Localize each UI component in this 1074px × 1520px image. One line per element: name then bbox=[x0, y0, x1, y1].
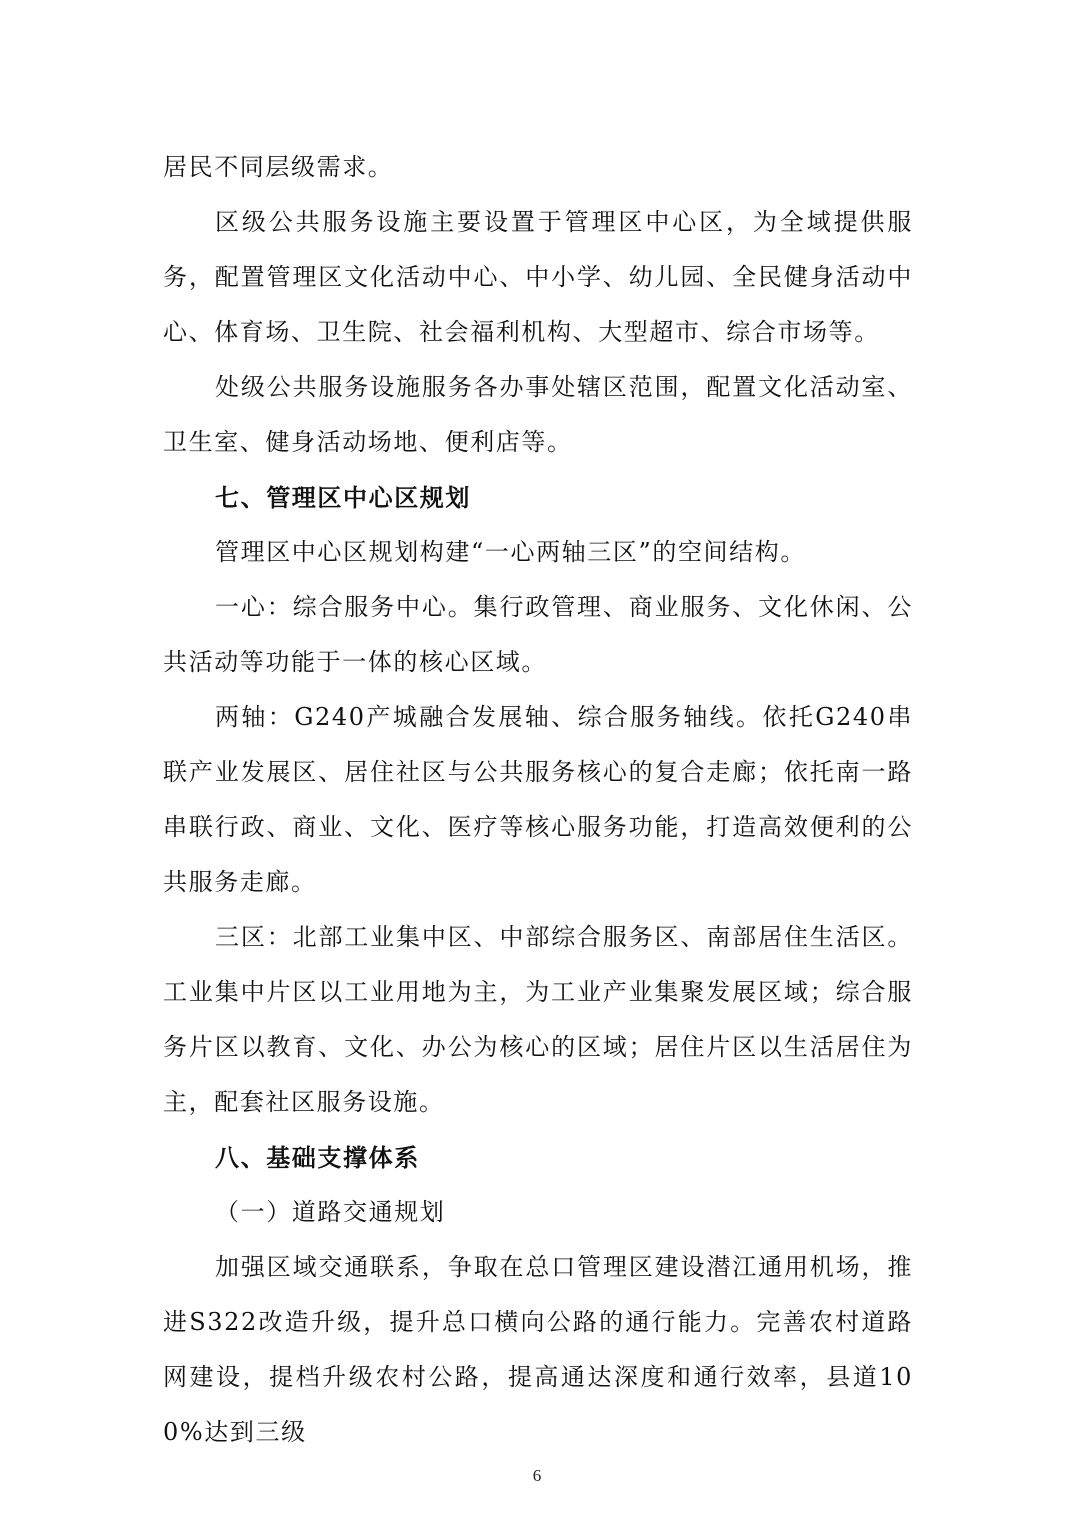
paragraph-continuation: 居民不同层级需求。 bbox=[163, 153, 394, 181]
section-heading-center-plan: 七、管理区中心区规划 bbox=[215, 483, 471, 512]
document-body bbox=[163, 140, 913, 1460]
paragraph-regional-traffic: 加强区域交通联系，争取在总口管理区建设潜江通用机场，推进S322改造升级，提升总口横向公路的通行能力。完善农村道路网建设，提档升级农村公路，提高通达深度和通行效率，县道100%达到三级 bbox=[163, 1253, 913, 1446]
paragraph-district-facilities: 区级公共服务设施主要设置于管理区中心区，为全域提供服务，配置管理区文化活动中心、中小学、幼儿园、全民健身活动中心、体育场、卫生院、社会福利机构、大型超市、综合市场等。 bbox=[163, 208, 913, 346]
subsection-heading-road-traffic: （一）道路交通规划 bbox=[215, 1198, 446, 1226]
paragraph-three-zones: 三区：北部工业集中区、中部综合服务区、南部居住生活区。工业集中片区以工业用地为主，为工业产业集聚发展区域；综合服务片区以教育、文化、办公为核心的区域；居住片区以生活居住为主，配套社区服务设施。 bbox=[163, 923, 913, 1116]
paragraph-two-axes: 两轴：G240产城融合发展轴、综合服务轴线。依托G240串联产业发展区、居住社区与公共服务核心的复合走廊；依托南一路串联行政、商业、文化、医疗等核心服务功能，打造高效便利的公共服务走廊。 bbox=[163, 703, 913, 896]
page-number: 6 bbox=[532, 1466, 542, 1485]
section-heading-infrastructure: 八、基础支撑体系 bbox=[215, 1143, 420, 1172]
paragraph-one-center: 一心：综合服务中心。集行政管理、商业服务、文化休闲、公共活动等功能于一体的核心区域。 bbox=[163, 593, 913, 676]
paragraph-spatial-structure: 管理区中心区规划构建“一心两轴三区”的空间结构。 bbox=[215, 538, 806, 566]
paragraph-office-facilities: 处级公共服务设施服务各办事处辖区范围，配置文化活动室、卫生室、健身活动场地、便利店等。 bbox=[163, 373, 913, 456]
